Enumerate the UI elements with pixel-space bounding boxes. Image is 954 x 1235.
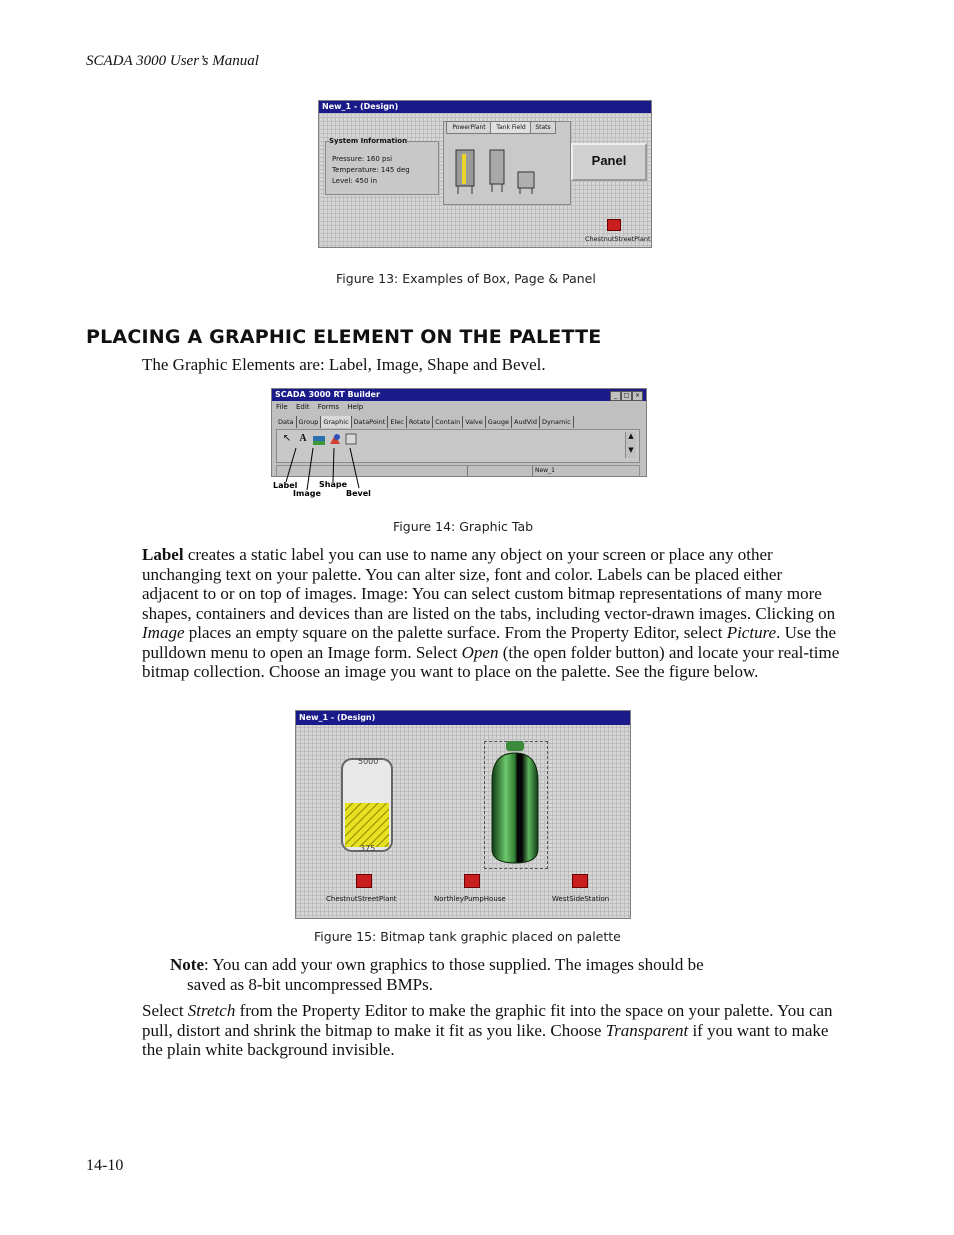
tank-top-value: 5000	[358, 757, 379, 766]
figure-13-caption: Figure 13: Examples of Box, Page & Panel	[336, 271, 596, 286]
note-label: Note	[170, 955, 204, 974]
plant-icon-label: ChestnutStreetPlant	[585, 235, 651, 243]
term-transparent: Transparent	[605, 1020, 689, 1040]
stretch-paragraph	[142, 1001, 842, 1060]
page-number: 14-10	[86, 1157, 124, 1174]
page-tab-control	[443, 121, 571, 205]
menu-help[interactable]: Help	[347, 403, 364, 411]
box-line: Temperature: 145 deg	[332, 166, 410, 174]
box-title: System Information	[329, 137, 408, 145]
figure-13-titlebar: New_1 - (Design)	[319, 101, 651, 113]
label-tool-icon[interactable]: A	[299, 433, 307, 444]
system-information-box	[325, 137, 439, 195]
tab-gauge[interactable]: Gauge	[486, 416, 512, 428]
maximize-icon[interactable]: □	[621, 391, 632, 401]
figure-14-titlebar: SCADA 3000 RT Builder	[272, 389, 646, 401]
paragraph-text: places an empty square on the palette surface. From the Property Editor, select	[184, 623, 727, 642]
note-text: : You can add your own graphics to those supplied. The images should be	[203, 955, 704, 974]
tab-rotate[interactable]: Rotate	[407, 416, 433, 428]
green-vessel-bitmap[interactable]	[486, 741, 544, 867]
tab-powerplant[interactable]: PowerPlant	[446, 121, 492, 134]
paragraph-text: (the open folder button) and locate your real-time bitmap collection. Choose an image you want to place on the palette. See the figure below.	[142, 642, 840, 681]
tab-contain[interactable]: Contain	[433, 416, 463, 428]
figure-15-titlebar: New_1 - (Design)	[296, 711, 630, 725]
tab-group[interactable]: Group	[297, 416, 322, 428]
close-icon[interactable]: ×	[632, 391, 643, 401]
paragraph-text: Select	[142, 1001, 188, 1020]
paragraph-text: if you want to make the plain white background invisible.	[142, 1020, 829, 1059]
section-heading: PLACING A GRAPHIC ELEMENT ON THE PALETTE	[86, 326, 602, 348]
tab-tank-field[interactable]: Tank Field	[490, 121, 532, 134]
box-line: Level: 450 in	[332, 177, 378, 185]
callout-shape: Shape	[319, 480, 348, 489]
note-line	[170, 955, 790, 975]
paragraph-text: from the Property Editor to make the graphic fit into the space on your palette. You can pull, distort and shrink the bitmap to make it fit as you like. Choose	[142, 1001, 833, 1040]
scroll-up-icon[interactable]: ▲	[628, 432, 634, 440]
term-picture: Picture	[726, 623, 777, 642]
icon-label: NorthleyPumpHouse	[434, 895, 506, 903]
status-document-name: New_1	[535, 467, 555, 474]
tank-bottom-value: 375	[360, 844, 376, 853]
section-intro: The Graphic Elements are: Label, Image, Shape and Bevel.	[142, 355, 546, 374]
menu-forms[interactable]: Forms	[317, 403, 340, 411]
plant-icon[interactable]	[356, 874, 372, 888]
tab-data[interactable]: Data	[276, 416, 297, 428]
box-line: Pressure: 160 psi	[332, 155, 393, 163]
tab-dynamic[interactable]: Dynamic	[540, 416, 574, 428]
term-open: Open	[461, 642, 499, 662]
menu-bar	[276, 403, 369, 411]
callout-image: Image	[293, 489, 321, 498]
figure-14-caption: Figure 14: Graphic Tab	[393, 519, 534, 534]
callout-bevel: Bevel	[346, 489, 371, 498]
menu-file[interactable]: File	[276, 403, 288, 411]
tab-valve[interactable]: Valve	[463, 416, 486, 428]
tab-graphic[interactable]: Graphic	[321, 416, 351, 428]
tank-icons	[454, 144, 554, 196]
plant-icon[interactable]	[607, 219, 621, 231]
tab-audvid[interactable]: AudVid	[512, 416, 540, 428]
icon-label: WestSideStation	[552, 895, 610, 903]
scroll-down-icon[interactable]: ▼	[628, 446, 634, 454]
level-tank-graphic	[336, 751, 402, 857]
toolbar-scrollbar[interactable]	[625, 432, 636, 458]
paragraph-text: creates a static label you can use to name any object on your screen or place any other unchanging text on your palette. You can alter size, font and color. Labels can be placed either adjacent to or on top of images. Image: You can select custom bitmap representations of many more shapes, containers and devices than are listed on the tabs, including vector-drawn images. Clicking on	[142, 545, 836, 623]
pumphouse-icon[interactable]	[464, 874, 480, 888]
note-paragraph	[170, 955, 790, 994]
panel-button[interactable]: Panel	[571, 143, 647, 181]
tab-stats[interactable]: Stats	[530, 121, 556, 134]
minimize-icon[interactable]: _	[610, 391, 621, 401]
note-line: saved as 8-bit uncompressed BMPs.	[187, 974, 434, 994]
figure-13-screenshot	[318, 100, 652, 248]
term-image: Image	[142, 623, 185, 642]
paragraph-text: . Use the pulldown menu to open an Image form. Select	[142, 623, 837, 662]
figure-15-caption: Figure 15: Bitmap tank graphic placed on palette	[314, 929, 621, 944]
component-tabs	[276, 416, 574, 428]
figure-15-screenshot	[295, 710, 631, 919]
menu-edit[interactable]: Edit	[295, 403, 310, 411]
tab-datapoint[interactable]: DataPoint	[352, 416, 389, 428]
running-header: SCADA 3000 User’s Manual	[86, 53, 259, 69]
term-label: Label	[142, 545, 184, 564]
tab-elec[interactable]: Elec	[388, 416, 407, 428]
label-description-paragraph	[142, 545, 842, 682]
callout-label: Label	[273, 481, 298, 490]
icon-label: ChestnutStreetPlant	[326, 895, 397, 903]
term-stretch: Stretch	[187, 1001, 236, 1020]
pointer-icon[interactable]: ↖	[282, 433, 292, 444]
station-icon[interactable]	[572, 874, 588, 888]
